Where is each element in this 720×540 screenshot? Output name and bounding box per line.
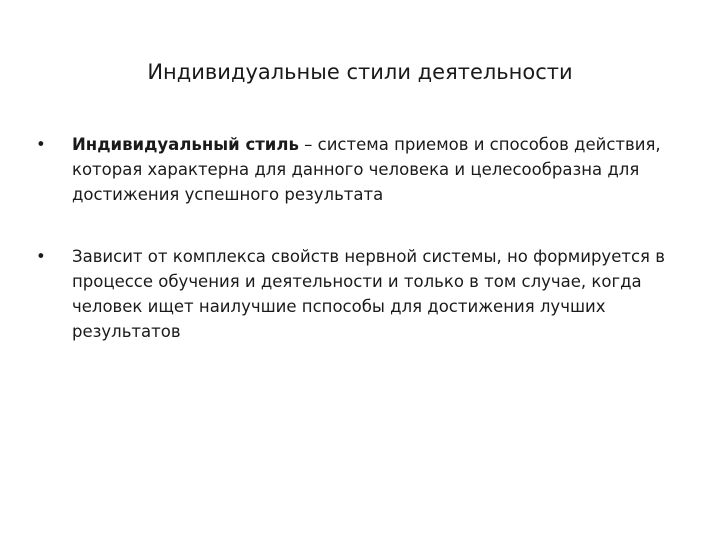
bullet-text: Зависит от комплекса свойств нервной системы, но формируется в процессе обучения и деятельности и только в том случае, когда человек ищет наилучшие пспособы для достижения лучших результатов: [72, 247, 665, 341]
slide-title: Индивидуальные стили деятельности: [147, 60, 573, 84]
bullet-marker: •: [36, 247, 46, 266]
bullet-item-definition: [36, 132, 676, 207]
bullet-item-dependency: [36, 244, 676, 344]
bullet-term: Индивидуальный стиль: [72, 135, 299, 154]
bullet-marker: •: [36, 135, 46, 154]
bullet-text: – система приемов и способов действия, которая характерна для данного человека и целесообразна для достижения успешного результата: [72, 135, 661, 204]
bullet-list: [36, 132, 676, 381]
